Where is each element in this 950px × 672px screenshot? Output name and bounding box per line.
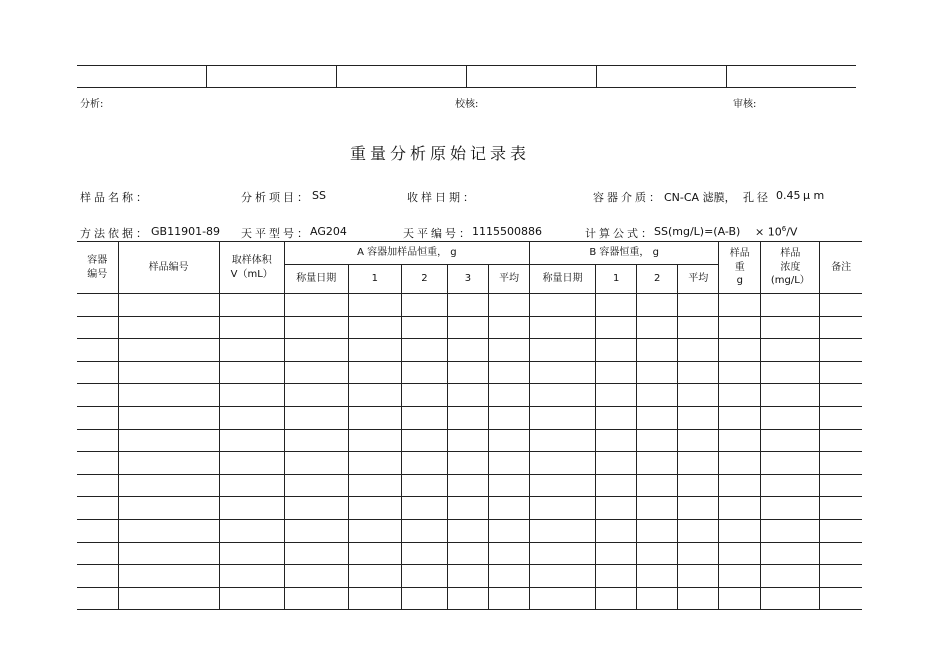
table-row: [77, 429, 862, 452]
table-cell[interactable]: [284, 429, 348, 452]
table-cell[interactable]: [678, 361, 719, 384]
table-cell[interactable]: [284, 294, 348, 317]
table-cell[interactable]: [284, 406, 348, 429]
pore-value: 0.45: [776, 189, 801, 202]
table-cell[interactable]: [219, 316, 284, 339]
table-cell[interactable]: [77, 474, 118, 497]
table-cell[interactable]: [118, 361, 219, 384]
table-cell[interactable]: [530, 406, 596, 429]
table-cell[interactable]: [447, 519, 488, 542]
table-cell[interactable]: [719, 339, 761, 362]
table-cell[interactable]: [530, 429, 596, 452]
table-cell[interactable]: [530, 542, 596, 565]
table-cell[interactable]: [401, 294, 447, 317]
table-cell[interactable]: [761, 519, 820, 542]
table-cell[interactable]: [761, 406, 820, 429]
analysis-item-value: SS: [312, 189, 326, 202]
table-cell[interactable]: [678, 384, 719, 407]
table-cell[interactable]: [401, 474, 447, 497]
table-cell[interactable]: [219, 587, 284, 610]
table-cell[interactable]: [118, 587, 219, 610]
table-cell[interactable]: [401, 361, 447, 384]
signature-cell[interactable]: [77, 66, 207, 88]
table-cell[interactable]: [761, 429, 820, 452]
table-cell[interactable]: [401, 384, 447, 407]
table-cell[interactable]: [348, 542, 401, 565]
signature-cell[interactable]: [726, 66, 856, 88]
table-cell[interactable]: [530, 452, 596, 475]
table-cell[interactable]: [447, 565, 488, 588]
formula-exponent: 6: [781, 225, 787, 233]
table-cell[interactable]: [284, 497, 348, 520]
receive-date-label: 收样日期：: [407, 191, 477, 204]
balance-no-value: 1115500886: [472, 225, 542, 238]
table-cell[interactable]: [348, 452, 401, 475]
table-cell[interactable]: [761, 565, 820, 588]
table-cell[interactable]: [348, 361, 401, 384]
table-cell[interactable]: [219, 294, 284, 317]
table-cell[interactable]: [219, 452, 284, 475]
table-row: [77, 474, 862, 497]
balance-model-value: AG204: [310, 225, 347, 238]
table-cell[interactable]: [637, 294, 678, 317]
balance-no-label: 天平编号：: [403, 227, 473, 240]
table-row: [77, 565, 862, 588]
table-row: [77, 497, 862, 520]
table-cell[interactable]: [761, 316, 820, 339]
table-cell[interactable]: [820, 339, 862, 362]
table-cell[interactable]: [820, 542, 862, 565]
table-cell[interactable]: [596, 429, 637, 452]
table-cell[interactable]: [401, 565, 447, 588]
table-cell[interactable]: [719, 587, 761, 610]
a-average-header: 平均: [488, 265, 529, 294]
table-cell[interactable]: [678, 452, 719, 475]
table-cell[interactable]: [401, 542, 447, 565]
table-cell[interactable]: [719, 452, 761, 475]
table-cell[interactable]: [678, 519, 719, 542]
table-cell[interactable]: [447, 384, 488, 407]
table-cell[interactable]: [348, 339, 401, 362]
table-cell[interactable]: [348, 587, 401, 610]
table-cell[interactable]: [401, 339, 447, 362]
table-row: [77, 452, 862, 475]
table-cell[interactable]: [488, 474, 529, 497]
table-cell[interactable]: [678, 294, 719, 317]
table-cell[interactable]: [761, 294, 820, 317]
table-cell[interactable]: [637, 384, 678, 407]
table-cell[interactable]: [530, 361, 596, 384]
page-title: 重量分析原始记录表: [350, 144, 531, 163]
table-cell[interactable]: [488, 384, 529, 407]
table-cell[interactable]: [719, 497, 761, 520]
audit-signature-label: 审核:: [733, 99, 757, 110]
method-label: 方法依据：: [80, 227, 150, 240]
table-cell[interactable]: [118, 474, 219, 497]
table-cell[interactable]: [637, 497, 678, 520]
table-cell[interactable]: [637, 429, 678, 452]
table-cell[interactable]: [447, 497, 488, 520]
table-cell[interactable]: [719, 542, 761, 565]
table-cell[interactable]: [447, 406, 488, 429]
table-cell[interactable]: [596, 294, 637, 317]
a-weigh-3-header: 3: [447, 265, 488, 294]
table-cell[interactable]: [761, 452, 820, 475]
table-cell[interactable]: [820, 316, 862, 339]
table-cell[interactable]: [678, 316, 719, 339]
table-cell[interactable]: [530, 497, 596, 520]
table-cell[interactable]: [488, 565, 529, 588]
table-cell[interactable]: [447, 452, 488, 475]
table-cell[interactable]: [530, 474, 596, 497]
table-cell[interactable]: [401, 497, 447, 520]
signature-cell[interactable]: [337, 66, 467, 88]
table-cell[interactable]: [820, 565, 862, 588]
pore-label: 孔径: [743, 191, 771, 204]
table-cell[interactable]: [401, 452, 447, 475]
table-cell[interactable]: [820, 587, 862, 610]
b-weigh-1-header: 1: [596, 265, 637, 294]
signature-cell[interactable]: [207, 66, 337, 88]
table-cell[interactable]: [348, 497, 401, 520]
table-cell[interactable]: [530, 339, 596, 362]
table-cell[interactable]: [401, 316, 447, 339]
table-cell[interactable]: [77, 587, 118, 610]
table-cell[interactable]: [284, 587, 348, 610]
a-weigh-1-header: 1: [348, 265, 401, 294]
table-cell[interactable]: [678, 587, 719, 610]
table-cell[interactable]: [820, 429, 862, 452]
remark-header: 备注: [820, 242, 862, 294]
sample-name-label: 样品名称：: [80, 191, 150, 204]
group-b-header: B 容器恒重， g: [530, 242, 719, 265]
table-cell[interactable]: [118, 339, 219, 362]
b-weigh-2-header: 2: [637, 265, 678, 294]
table-cell[interactable]: [820, 519, 862, 542]
formula-factor: × $10^6/V$: [755, 225, 798, 239]
table-cell[interactable]: [637, 474, 678, 497]
table-cell[interactable]: [761, 542, 820, 565]
table-cell[interactable]: [530, 587, 596, 610]
table-cell[interactable]: [77, 565, 118, 588]
b-date-header: 称量日期: [530, 265, 596, 294]
analysis-item-label: 分析项目：: [241, 191, 311, 204]
table-cell[interactable]: [596, 339, 637, 362]
table-cell[interactable]: [118, 384, 219, 407]
table-cell[interactable]: [77, 316, 118, 339]
table-cell[interactable]: [118, 429, 219, 452]
table-cell[interactable]: [118, 406, 219, 429]
pore-unit: μ m: [803, 189, 825, 202]
volume-header: 取样体积 V（mL）: [219, 242, 284, 294]
signature-grid: [77, 65, 856, 88]
table-cell[interactable]: [719, 519, 761, 542]
table-cell[interactable]: [596, 452, 637, 475]
formula-value: SS(mg/L)=(A-B): [654, 225, 741, 238]
table-cell[interactable]: [219, 565, 284, 588]
signature-cell[interactable]: [596, 66, 726, 88]
table-cell[interactable]: [447, 429, 488, 452]
table-row: [77, 587, 862, 610]
record-table-body: [77, 294, 862, 610]
formula-label: 计算公式：: [585, 227, 655, 240]
table-cell[interactable]: [118, 519, 219, 542]
table-cell[interactable]: [401, 587, 447, 610]
table-cell[interactable]: [530, 294, 596, 317]
table-cell[interactable]: [118, 565, 219, 588]
table-cell[interactable]: [678, 339, 719, 362]
table-cell[interactable]: [719, 565, 761, 588]
table-cell[interactable]: [348, 474, 401, 497]
method-value: GB11901-89: [151, 225, 221, 238]
table-cell[interactable]: [488, 429, 529, 452]
table-cell[interactable]: [488, 406, 529, 429]
table-cell[interactable]: [637, 316, 678, 339]
record-table: [77, 241, 862, 610]
table-cell[interactable]: [77, 361, 118, 384]
table-cell[interactable]: [284, 361, 348, 384]
table-cell[interactable]: [596, 587, 637, 610]
table-row: [77, 406, 862, 429]
table-cell[interactable]: [761, 361, 820, 384]
table-cell[interactable]: [219, 519, 284, 542]
table-cell[interactable]: [637, 361, 678, 384]
table-cell[interactable]: [488, 316, 529, 339]
table-cell[interactable]: [77, 497, 118, 520]
table-cell[interactable]: [77, 384, 118, 407]
table-cell[interactable]: [761, 474, 820, 497]
table-cell[interactable]: [678, 565, 719, 588]
table-cell[interactable]: [761, 587, 820, 610]
table-cell[interactable]: [118, 316, 219, 339]
table-cell[interactable]: [348, 565, 401, 588]
table-cell[interactable]: [637, 406, 678, 429]
table-cell[interactable]: [820, 361, 862, 384]
table-cell[interactable]: [678, 406, 719, 429]
table-cell[interactable]: [401, 406, 447, 429]
table-cell[interactable]: [596, 361, 637, 384]
table-cell[interactable]: [118, 542, 219, 565]
table-cell[interactable]: [719, 429, 761, 452]
a-weigh-2-header: 2: [401, 265, 447, 294]
table-cell[interactable]: [348, 316, 401, 339]
table-cell[interactable]: [678, 429, 719, 452]
table-cell[interactable]: [820, 406, 862, 429]
table-cell[interactable]: [401, 429, 447, 452]
medium-label: 容器介质：: [593, 191, 663, 204]
table-cell[interactable]: [284, 474, 348, 497]
table-cell[interactable]: [348, 429, 401, 452]
group-a-header: A 容器加样品恒重， g: [284, 242, 529, 265]
table-row: [77, 294, 862, 317]
table-cell[interactable]: [719, 361, 761, 384]
table-cell[interactable]: [596, 384, 637, 407]
table-cell[interactable]: [447, 474, 488, 497]
table-cell[interactable]: [761, 339, 820, 362]
table-cell[interactable]: [820, 384, 862, 407]
table-cell[interactable]: [488, 497, 529, 520]
table-cell[interactable]: [596, 542, 637, 565]
table-cell[interactable]: [596, 519, 637, 542]
table-cell[interactable]: [219, 384, 284, 407]
table-cell[interactable]: [284, 542, 348, 565]
review-signature-label: 校核:: [455, 99, 479, 110]
table-cell[interactable]: [219, 361, 284, 384]
table-cell[interactable]: [447, 294, 488, 317]
sample-no-header: 样品编号: [118, 242, 219, 294]
table-cell[interactable]: [447, 542, 488, 565]
table-cell[interactable]: [284, 519, 348, 542]
table-cell[interactable]: [77, 294, 118, 317]
table-cell[interactable]: [77, 519, 118, 542]
table-cell[interactable]: [488, 294, 529, 317]
table-cell[interactable]: [488, 361, 529, 384]
table-cell[interactable]: [447, 361, 488, 384]
medium-value: CN-CA 滤膜，: [664, 191, 736, 204]
table-cell[interactable]: [488, 452, 529, 475]
table-cell[interactable]: [284, 339, 348, 362]
table-cell[interactable]: [637, 587, 678, 610]
table-cell[interactable]: [820, 474, 862, 497]
table-cell[interactable]: [219, 474, 284, 497]
table-cell[interactable]: [637, 542, 678, 565]
table-cell[interactable]: [118, 497, 219, 520]
table-cell[interactable]: [348, 384, 401, 407]
sample-conc-header: 样品 浓度 (mg/L）: [761, 242, 820, 294]
table-cell[interactable]: [284, 384, 348, 407]
container-no-header: 容器 编号: [77, 242, 118, 294]
table-cell[interactable]: [284, 316, 348, 339]
table-cell[interactable]: [678, 497, 719, 520]
table-cell[interactable]: [637, 339, 678, 362]
table-cell[interactable]: [820, 497, 862, 520]
table-cell[interactable]: [488, 587, 529, 610]
table-row: [77, 316, 862, 339]
table-cell[interactable]: [637, 452, 678, 475]
table-cell[interactable]: [761, 384, 820, 407]
table-cell[interactable]: [348, 519, 401, 542]
table-cell[interactable]: [77, 339, 118, 362]
table-cell[interactable]: [820, 294, 862, 317]
table-row: [77, 384, 862, 407]
table-cell[interactable]: [530, 316, 596, 339]
table-cell[interactable]: [719, 316, 761, 339]
table-cell[interactable]: [77, 429, 118, 452]
table-cell[interactable]: [596, 316, 637, 339]
table-cell[interactable]: [488, 339, 529, 362]
table-cell[interactable]: [637, 565, 678, 588]
table-cell[interactable]: [401, 519, 447, 542]
table-cell[interactable]: [530, 384, 596, 407]
a-date-header: 称量日期: [284, 265, 348, 294]
table-cell[interactable]: [596, 406, 637, 429]
table-cell[interactable]: [678, 542, 719, 565]
table-cell[interactable]: [219, 429, 284, 452]
table-cell[interactable]: [77, 406, 118, 429]
table-cell[interactable]: [447, 587, 488, 610]
table-cell[interactable]: [348, 294, 401, 317]
analysis-signature-label: 分析:: [80, 99, 104, 110]
table-cell[interactable]: [219, 497, 284, 520]
table-cell[interactable]: [596, 497, 637, 520]
b-average-header: 平均: [678, 265, 719, 294]
table-cell[interactable]: [348, 406, 401, 429]
table-cell[interactable]: [447, 339, 488, 362]
table-cell[interactable]: [719, 406, 761, 429]
table-cell[interactable]: [719, 294, 761, 317]
table-cell[interactable]: [447, 316, 488, 339]
table-row: [77, 519, 862, 542]
table-row: [77, 339, 862, 362]
table-cell[interactable]: [719, 384, 761, 407]
table-cell[interactable]: [488, 542, 529, 565]
table-cell[interactable]: [678, 474, 719, 497]
table-cell[interactable]: [719, 474, 761, 497]
table-cell[interactable]: [118, 294, 219, 317]
table-cell[interactable]: [219, 339, 284, 362]
table-cell[interactable]: [820, 452, 862, 475]
table-cell[interactable]: [761, 497, 820, 520]
table-cell[interactable]: [77, 542, 118, 565]
table-cell[interactable]: [530, 519, 596, 542]
table-cell[interactable]: [637, 519, 678, 542]
table-cell[interactable]: [219, 406, 284, 429]
table-row: [77, 542, 862, 565]
table-cell[interactable]: [284, 565, 348, 588]
table-cell[interactable]: [596, 565, 637, 588]
table-cell[interactable]: [77, 452, 118, 475]
table-cell[interactable]: [118, 452, 219, 475]
table-cell[interactable]: [219, 542, 284, 565]
table-cell[interactable]: [488, 519, 529, 542]
signature-cell[interactable]: [466, 66, 596, 88]
table-row: [77, 361, 862, 384]
table-cell[interactable]: [530, 565, 596, 588]
table-cell[interactable]: [596, 474, 637, 497]
table-cell[interactable]: [284, 452, 348, 475]
sample-weight-header: 样品 重 g: [719, 242, 761, 294]
balance-model-label: 天平型号：: [241, 227, 311, 240]
